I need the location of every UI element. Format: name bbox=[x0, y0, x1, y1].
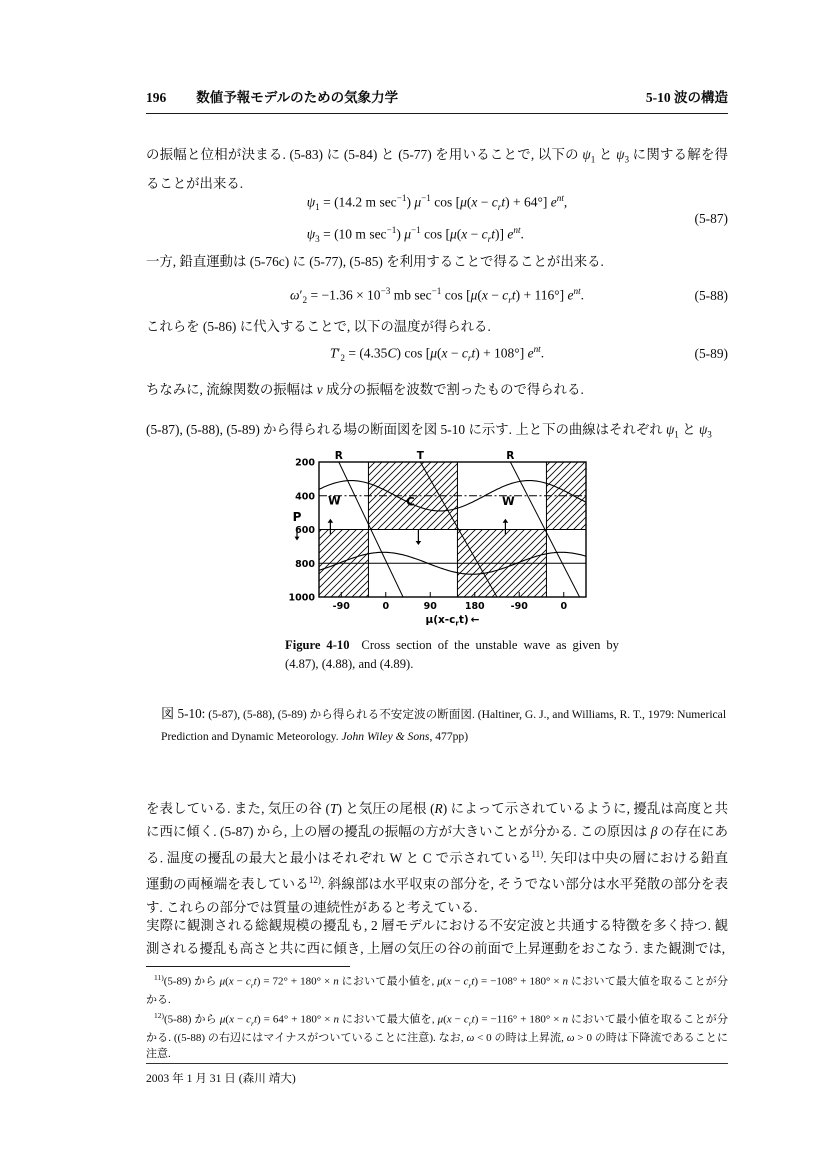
x-tick-label: 0 bbox=[560, 601, 568, 612]
y-axis-label: P bbox=[292, 510, 302, 525]
footnote-rule bbox=[146, 966, 350, 967]
x-tick-label: -90 bbox=[332, 601, 350, 612]
temperature-marker-W: W bbox=[502, 494, 515, 509]
page-header bbox=[146, 86, 728, 114]
x-tick-label: -90 bbox=[510, 601, 528, 612]
footnote-12: $^{12)}$(5-88) から $\mu(x - c_rt) = 64^\circ + 180^\circ \times n$ において最大値を, $\mu(x - c_rt) = -116^\circ + 180^\circ \times n$ において最小値を取ることが分かる. ((5-88) の右辺にはマイナスがついていることに注意). なお, ω < 0 の時は上昇流, ω > 0 の時は下降流であることに注意. bbox=[146, 1011, 729, 1060]
arrowhead-up bbox=[328, 519, 334, 523]
x-tick-label: 90 bbox=[423, 601, 437, 612]
equation-tag: (5-89) bbox=[694, 346, 728, 361]
temperature-marker-W: W bbox=[327, 493, 341, 508]
equation-body: $T'_2 = (4.35C)$ $\cos [\mu(x - c_rt) + 108^\circ]$ $e^{nt}$. bbox=[329, 344, 545, 364]
axis-top-label: T bbox=[416, 450, 424, 462]
equation-5-89 bbox=[146, 341, 728, 367]
footer-rule bbox=[146, 1063, 728, 1064]
equation-body bbox=[307, 187, 568, 249]
x-tick-label: 0 bbox=[382, 601, 390, 612]
figure-caption-japanese bbox=[161, 703, 727, 747]
equation-line: $\psi_3 = (10$ m $\sec^{-1}$) $\mu^{-1}$ $\cos [\mu(x - c_rt)]$ $e^{nt}$. bbox=[306, 224, 524, 244]
axis-top-label: R bbox=[506, 450, 515, 462]
y-tick-label: 800 bbox=[295, 558, 315, 570]
temperature-marker-C: C bbox=[406, 494, 415, 509]
figure-5-10 bbox=[282, 450, 618, 635]
paragraph-7: 実際に観測される総観規模の擾乱も, 2 層モデルにおける不安定波と共通する特徴を多く持つ. 観測される擾乱も高さと共に西に傾き, 上層の気圧の谷の前面で上昇運動をおこなう. また観測では, bbox=[146, 918, 728, 956]
y-tick-label: 400 bbox=[295, 491, 315, 503]
running-title: 数値予報モデルのための気象力学 bbox=[196, 90, 399, 105]
y-tick-label: 600 bbox=[295, 525, 315, 536]
paragraph-1: の振幅と位相が決まる. (5-83) に (5-84) と (5-77) を用いることで, 以下の $\psi_1$ と $\psi_3$ に関する解を得ることが出来る. bbox=[146, 147, 728, 191]
paragraph-2: 一方, 鉛直運動は (5-76c) に (5-77), (5-85) を利用することで得ることが出来る. bbox=[146, 254, 604, 269]
arrowhead-down bbox=[416, 541, 422, 545]
equation-tag: (5-87) bbox=[694, 210, 728, 226]
p-axis-arrowhead bbox=[295, 537, 300, 541]
paragraph-6: を表している. また, 気圧の谷 (T) と気圧の尾根 (R) によって示されているように, 擾乱は高度と共に西に傾く. (5-87) から, 上の層の擾乱の振幅の方が大きいことが分かる. この原因は β の存在にある. 温度の擾乱の最大と最小はそれぞれ W と C で示されている$^{11)}$. 矢印は中央の層における鉛直運動の両極端を表している$^{12)}$. 斜線部は水平収束の部分を, そうでない部分は水平発散の部分を表す. これらの部分では質量の連続性があると考えている. bbox=[146, 801, 728, 915]
y-tick-label: 200 bbox=[295, 457, 315, 469]
figure-caption-label: 図 5-10: bbox=[161, 706, 206, 721]
arrowhead-up bbox=[503, 519, 509, 523]
footer-date: 2003 年 1 月 31 日 (森川 靖大) bbox=[146, 1072, 296, 1085]
figure-chart bbox=[282, 450, 618, 630]
paragraph-4: ちなみに, 流線関数の振幅は v 成分の振幅を波数で割ったもので得られる. bbox=[146, 382, 584, 397]
equation-5-88 bbox=[146, 283, 728, 309]
footnote-11: $^{11)}$(5-89) から $\mu(x - c_rt) = 72^\circ + 180^\circ \times n$ において最小値を, $\mu(x - c_rt) = -108^\circ + 180^\circ \times n$ において最大値を取ることが分かる. bbox=[146, 973, 728, 1007]
figure-caption-english: Figure 4-10 Cross section of the unstable wave as given by (4.87), (4.88), and (4.89). bbox=[285, 638, 619, 671]
x-tick-label: 180 bbox=[464, 601, 485, 612]
equation-5-87 bbox=[146, 193, 728, 244]
section-title: 5-10 波の構造 bbox=[645, 90, 728, 105]
equation-tag: (5-88) bbox=[694, 288, 728, 303]
page-number: 196 bbox=[146, 90, 167, 105]
footnotes bbox=[146, 970, 728, 1062]
paragraph-3: これらを (5-86) に代入することで, 以下の温度が得られる. bbox=[146, 319, 491, 334]
paragraph-5: (5-87), (5-88), (5-89) から得られる場の断面図を図 5-10 に示す. 上と下の曲線はそれぞれ $\psi_1$ と $\psi_3$ bbox=[146, 422, 712, 440]
x-axis-label: $\mu(x-c_rt)$ ← bbox=[425, 614, 480, 628]
equation-line: $\psi_1 = (14.2$ m $\sec^{-1}$) $\mu^{-1}$ $\cos [\mu(x - c_rt) + 64^\circ]$ $e^{nt}$, bbox=[306, 193, 568, 213]
y-tick-label: 1000 bbox=[288, 592, 315, 604]
equation-body: $\omega'_2 = -1.36 \times 10^{-3}$ mb $\sec^{-1} \cos [\mu(x - c_rt) + 116^\circ]$ $e^{nt}$. bbox=[290, 286, 584, 306]
axis-top-label: R bbox=[334, 450, 343, 462]
figure-caption-text: (5-87), (5-88), (5-89) から得られる不安定波の断面図. (Haltiner, G. J., and Williams, R. T., 1979: Numerical Prediction and Dynamic Meteorology. John Wiley & Sons, 477pp) bbox=[161, 708, 727, 743]
